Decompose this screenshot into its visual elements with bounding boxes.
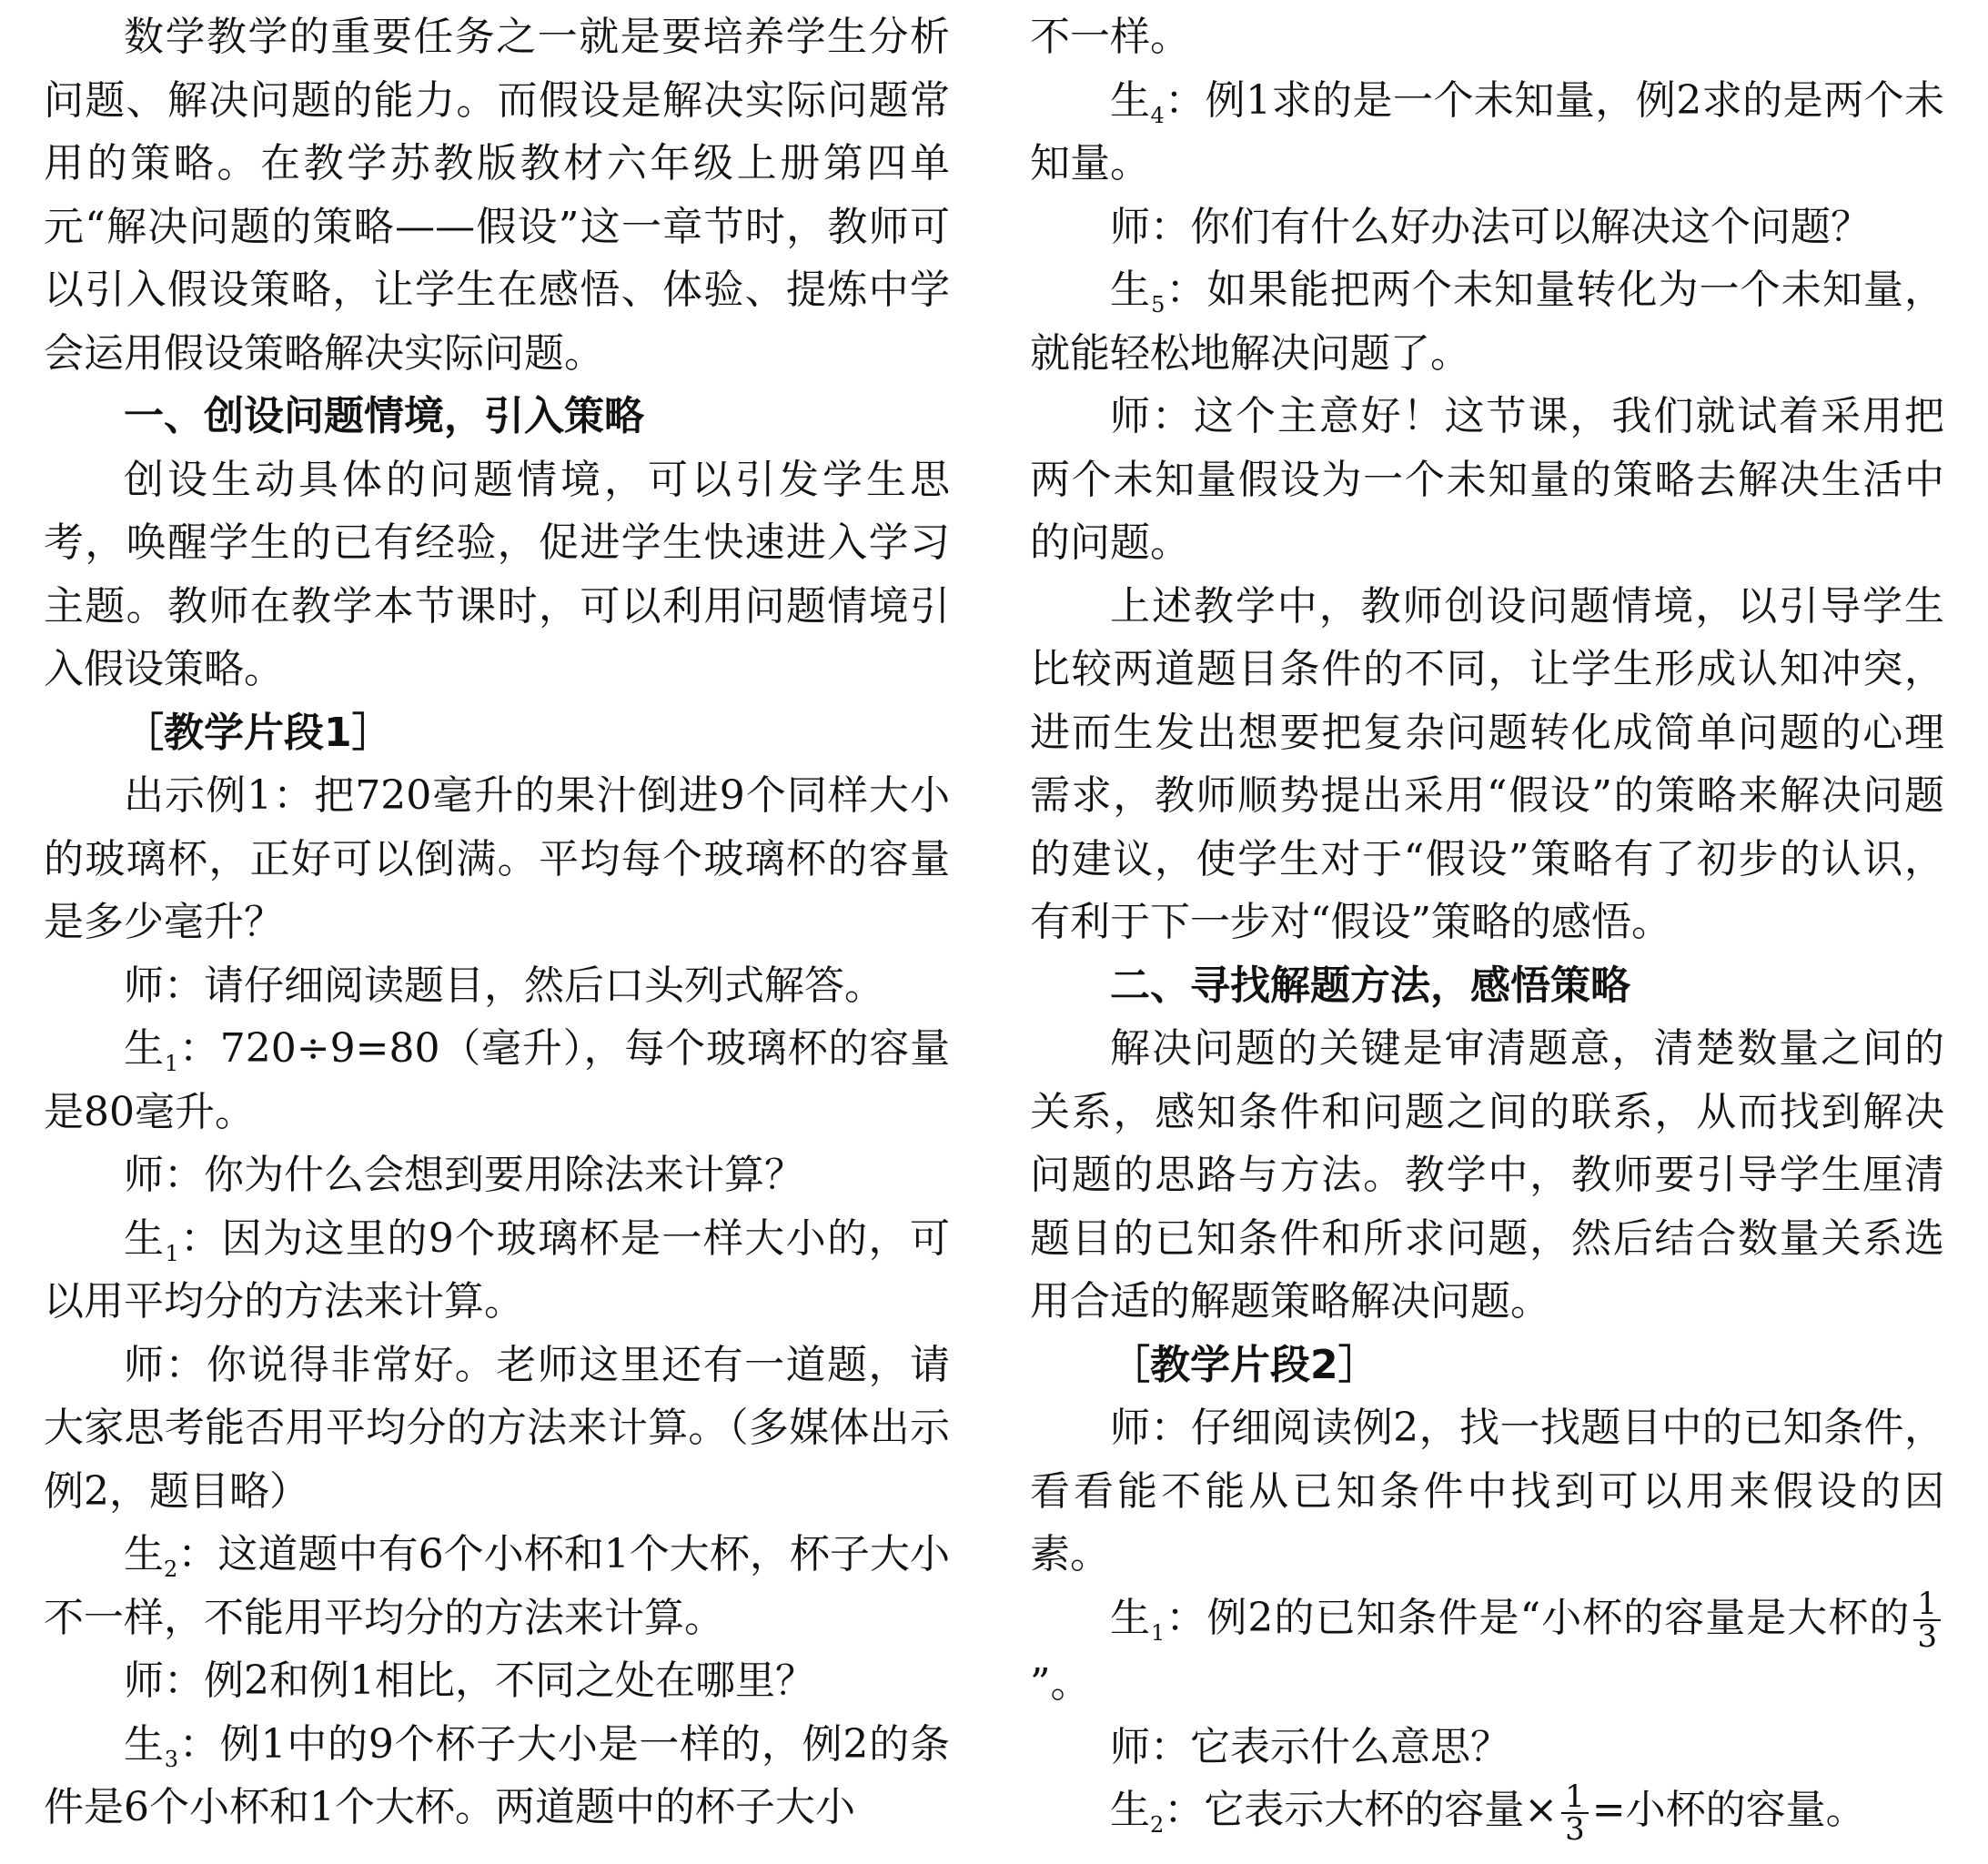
- student-line-7: 生$_1$：例2的已知条件是“小杯的容量是大杯的 $\frac{1}{3}$ ”。: [1030, 1587, 1944, 1716]
- teacher-line-2: 师：你为什么会想到要用除法来计算？: [124, 1152, 804, 1198]
- section-heading-2: 二、寻找解题方法，感悟策略: [1110, 962, 1630, 1009]
- section-heading-1: 一、创设问题情境，引入策略: [124, 393, 644, 439]
- student-line-5: 生$_4$：例1求的是一个未知量，例2求的是两个未知量。: [1030, 76, 1944, 186]
- teaching-fragment-2-label: ［教学片段2］: [1110, 1341, 1378, 1388]
- student-line-6: 生$_5$：如果能把两个未知量转化为一个未知量，就能轻松地解决问题了。: [1030, 267, 1945, 377]
- fraction-one-third: $\frac{1}{3}$: [1913, 1588, 1941, 1652]
- student-line-4: 生$_3$：例1中的9个杯子大小是一样的，例2的条件是6个小杯和1个大杯。两道题中的杯子大小: [44, 1720, 950, 1830]
- student-line-3: 生$_2$：这道题中有6个小杯和1个大杯，杯子大小不一样，不能用平均分的方法来计算。: [44, 1531, 950, 1641]
- teacher-line-4: 师：例2和例1相比，不同之处在哪里？: [124, 1657, 815, 1704]
- left-column: [44, 5, 950, 1839]
- student-line-2: 生$_1$：因为这里的9个玻璃杯是一样大小的，可以用平均分的方法来计算。: [44, 1214, 950, 1325]
- teacher-line-5: 师：你们有什么好办法可以解决这个问题？: [1110, 203, 1871, 250]
- continued-line: 不一样。: [1030, 14, 1190, 60]
- teacher-line-7: 师：仔细阅读例2，找一找题目中的已知条件，看看能不能从已知条件中找到可以用来假设的因素。: [1030, 1405, 1944, 1577]
- summary-paragraph: 上述教学中，教师创设问题情境，以引导学生比较两道题目条件的不同，让学生形成认知冲突，进而生发出想要把复杂问题转化成简单问题的心理需求，教师顺势提出采用“假设”的策略来解决问题的建议，使学生对于“假设”策略有了初步的认识，有利于下一步对“假设”策略的感悟。: [1030, 582, 1944, 945]
- section-1-paragraph: 创设生动具体的问题情境，可以引发学生思考，唤醒学生的已有经验，促进学生快速进入学习主题。教师在教学本节课时，可以利用问题情境引入假设策略。: [44, 456, 950, 692]
- teacher-line-8: 师：它表示什么意思？: [1110, 1723, 1510, 1770]
- right-column: [1030, 5, 1945, 1848]
- intro-paragraph: 数学教学的重要任务之一就是要培养学生分析问题、解决问题的能力。而假设是解决实际问题常用的策略。在教学苏教版教材六年级上册第四单元“解决问题的策略——假设”这一章节时，教师可以引入假设策略，让学生在感悟、体验、提炼中学会运用假设策略解决实际问题。: [44, 14, 950, 377]
- teaching-fragment-1-label: ［教学片段1］: [124, 709, 392, 756]
- fraction-one-third-2: $\frac{1}{3}$: [1561, 1781, 1589, 1845]
- teacher-line-1: 师：请仔细阅读题目，然后口头列式解答。: [124, 962, 884, 1009]
- student-line-1: 生$_1$：720÷9=80（毫升），每个玻璃杯的容量是80毫升。: [44, 1025, 951, 1135]
- section-2-paragraph: 解决问题的关键是审清题意，清楚数量之间的关系，感知条件和问题之间的联系，从而找到解决问题的思路与方法。教学中，教师要引导学生厘清题目的已知条件和所求问题，然后结合数量关系选用合适的解题策略解决问题。: [1030, 1025, 1944, 1325]
- teacher-line-6: 师：这个主意好！这节课，我们就试着采用把两个未知量假设为一个未知量的策略去解决生活中的问题。: [1030, 393, 1944, 566]
- student-line-8: 生$_2$：它表示大杯的容量× $\frac{1}{3}$ =小杯的容量。: [1110, 1778, 1866, 1848]
- teacher-line-3: 师：你说得非常好。老师这里还有一道题，请大家思考能否用平均分的方法来计算。（多媒体出示例2，题目略）: [44, 1341, 950, 1515]
- example-1-paragraph: 出示例1：把720毫升的果汁倒进9个同样大小的玻璃杯，正好可以倒满。平均每个玻璃杯的容量是多少毫升？: [44, 772, 950, 945]
